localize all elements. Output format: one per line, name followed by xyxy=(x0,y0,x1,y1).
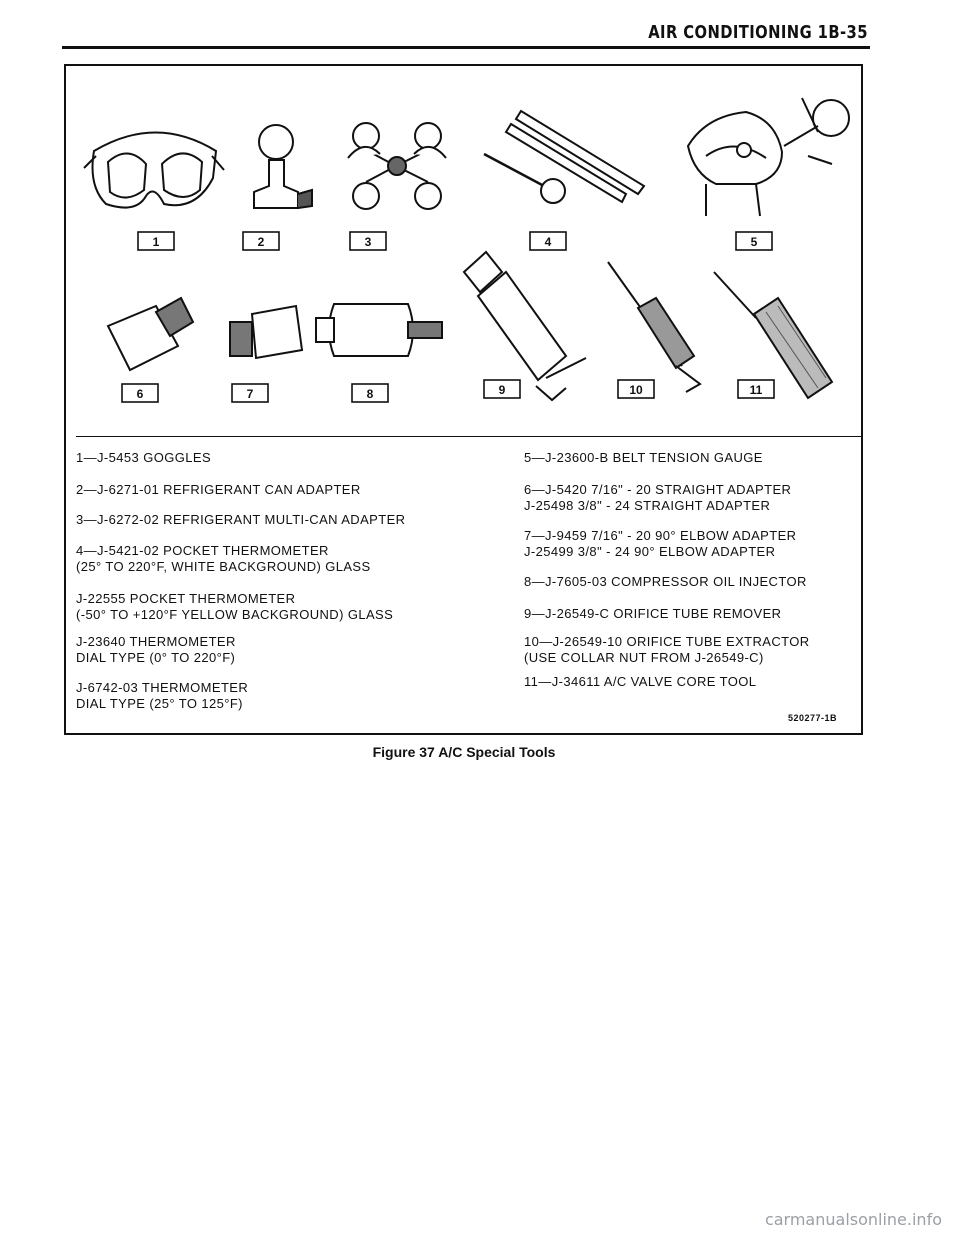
multi-can-adapter-drawing xyxy=(348,123,446,209)
callout-9 xyxy=(484,380,520,398)
callout-2 xyxy=(243,232,279,250)
orifice-tube-remover-drawing xyxy=(464,252,586,400)
callout-6 xyxy=(122,384,158,402)
svg-text:7: 7 xyxy=(246,387,254,401)
callout-3 xyxy=(350,232,386,250)
figure-code: 520277-1B xyxy=(787,713,837,723)
legend-item-4c: J-23640 THERMOMETER DIAL TYPE (0° TO 220°F) xyxy=(76,634,236,665)
svg-text:6: 6 xyxy=(136,387,144,401)
legend-item-3: 3—J-6272-02 REFRIGERANT MULTI-CAN ADAPTER xyxy=(76,512,406,527)
callout-1 xyxy=(138,232,174,250)
legend-item-6: 6—J-5420 7/16" - 20 STRAIGHT ADAPTER J-25498 3/8" - 24 STRAIGHT ADAPTER xyxy=(524,482,792,513)
svg-text:1: 1 xyxy=(152,235,160,249)
svg-text:10: 10 xyxy=(629,383,643,397)
elbow-adapter-drawing xyxy=(230,306,302,358)
legend-item-2: 2—J-6271-01 REFRIGERANT CAN ADAPTER xyxy=(76,482,361,497)
legend-item-10: 10—J-26549-10 ORIFICE TUBE EXTRACTOR (USE COLLAR NUT FROM J-26549-C) xyxy=(524,634,810,665)
legend-item-8: 8—J-7605-03 COMPRESSOR OIL INJECTOR xyxy=(524,574,807,589)
svg-text:11: 11 xyxy=(749,383,763,397)
callout-11 xyxy=(738,380,774,398)
can-adapter-drawing xyxy=(254,125,312,208)
callout-5 xyxy=(736,232,772,250)
tools-illustration xyxy=(66,66,861,436)
page-header-title: AIR CONDITIONING 1B-35 xyxy=(648,22,868,43)
callout-10 xyxy=(618,380,654,398)
callout-4 xyxy=(530,232,566,250)
straight-adapter-drawing xyxy=(108,298,193,370)
svg-text:4: 4 xyxy=(544,235,552,249)
belt-tension-gauge-drawing xyxy=(688,98,849,216)
legend-separator xyxy=(76,436,863,437)
oil-injector-drawing xyxy=(316,304,442,356)
legend-item-7: 7—J-9459 7/16" - 20 90° ELBOW ADAPTER J-25499 3/8" - 24 90° ELBOW ADAPTER xyxy=(524,528,797,559)
legend-item-9: 9—J-26549-C ORIFICE TUBE REMOVER xyxy=(524,606,782,621)
svg-text:3: 3 xyxy=(364,235,372,249)
goggles-drawing xyxy=(84,133,224,208)
legend-item-1: 1—J-5453 GOGGLES xyxy=(76,450,212,465)
figure-caption: Figure 37 A/C Special Tools xyxy=(372,744,556,760)
legend-item-11: 11—J-34611 A/C VALVE CORE TOOL xyxy=(524,674,757,689)
legend-item-4b: J-22555 POCKET THERMOMETER (-50° TO +120°F YELLOW BACKGROUND) GLASS xyxy=(76,591,394,622)
callout-7 xyxy=(232,384,268,402)
thermometer-drawing xyxy=(484,111,644,203)
valve-core-tool-drawing xyxy=(714,272,832,398)
figure-frame xyxy=(64,64,863,735)
svg-text:5: 5 xyxy=(750,235,758,249)
orifice-tube-extractor-drawing xyxy=(608,262,700,392)
svg-text:2: 2 xyxy=(257,235,265,249)
header-rule xyxy=(62,46,870,49)
callout-8 xyxy=(352,384,388,402)
legend-item-4: 4—J-5421-02 POCKET THERMOMETER (25° TO 220°F, WHITE BACKGROUND) GLASS xyxy=(76,543,371,574)
svg-text:8: 8 xyxy=(366,387,374,401)
watermark-footer[interactable]: carmanualsonline.info xyxy=(764,1210,942,1229)
legend-item-5: 5—J-23600-B BELT TENSION GAUGE xyxy=(524,450,763,465)
svg-text:9: 9 xyxy=(498,383,506,397)
legend-item-4d: J-6742-03 THERMOMETER DIAL TYPE (25° TO 125°F) xyxy=(76,680,249,711)
